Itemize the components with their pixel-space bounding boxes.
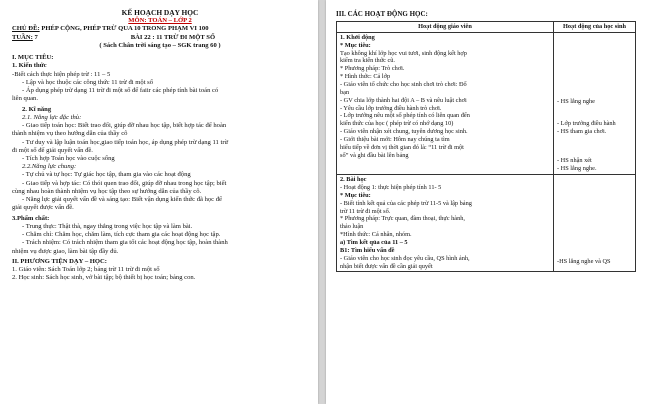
activities-table [336, 21, 636, 272]
subheading: 2.2.Năng lực chung: [22, 163, 77, 171]
lesson-source: ( Sách Chân trời sáng tạo – SGK trang 60 ) [99, 41, 221, 49]
text-line: - HS nhận xét [557, 157, 592, 165]
lesson-title: BÀI 22 : 11 TRỪ ĐI MỘT SỐ [130, 33, 216, 41]
week-lesson-row [12, 34, 308, 42]
student-cell [554, 175, 636, 272]
text-line: nhận biết được vấn đề cần giải quyết [340, 262, 433, 270]
plan-title: KẾ HOẠCH DẠY HỌC [121, 8, 199, 17]
text-line: 2. Học sinh: Sách học sinh, vở bài tập; bộ thiết bị học toán; bảng con. [12, 274, 196, 282]
topic-label: CHỦ ĐỀ: [12, 25, 40, 33]
text-line: kiến thức của học ( phép trừ có nhớ dạng 10) [340, 120, 454, 128]
text-line: * Mục tiêu: [340, 191, 371, 199]
text-line: - Tự chủ và tự học: Tự giác học tập, tham gia vào các hoạt động [22, 171, 191, 179]
text-line: - Trách nhiệm: Có trách nhiệm tham gia tốt các hoạt động học tập, hoàn thành [22, 239, 228, 247]
text-line: - Trung thực: Thật thà, ngay thẳng trong việc học tập và làm bài. [22, 222, 193, 230]
subheading: 3.Phẩm chất: [12, 214, 50, 222]
activities-section-title: III. CÁC HOẠT ĐỘNG HỌC: [336, 10, 428, 18]
table-row [337, 175, 636, 272]
teacher-cell [337, 32, 554, 174]
text-line: cùng nhau hoàn thành nhiệm vụ học tập theo sự hướng dẫn của thầy cô. [12, 187, 202, 195]
text-line: - Yêu cầu lớp trưởng điều hành trò chơi. [340, 104, 442, 112]
text-line: - Tư duy và lập luận toán học,giao tiếp toán học, áp dụng phép trừ dạng 11 trừ [22, 138, 229, 146]
text-line: *Hình thức: Cá nhân, nhóm. [340, 231, 412, 239]
text-line: hiểu tiếp về đơn vị thời gian đó là: “11 trừ đi một [340, 143, 464, 151]
text-line: a) Tìm kết qủa của 11 – 5 [340, 239, 408, 247]
subheading: 1. Kiến thức [12, 62, 47, 70]
text-line: - Năng lực giải quyết vấn đề và sáng tạo: Biết vận dụng kiến thức đã học để [22, 196, 222, 204]
text-line: - Hoạt động 1: thực hiện phép tính 11- 5 [340, 184, 442, 192]
text-line: - Tích hợp Toán học vào cuộc sống [22, 155, 115, 162]
text-line: kiểm tra kiến thức cũ. [340, 57, 395, 65]
text-line: liên quan. [12, 95, 39, 103]
right-page [326, 0, 650, 404]
text-line: bạn [340, 88, 350, 96]
section-heading: I. MỤC TIÊU: [12, 54, 54, 62]
text-line: - HS tham gia chơi. [557, 127, 607, 135]
week-number: 7 [34, 33, 38, 41]
text-line: * Phương pháp: Trò chơi. [340, 65, 405, 73]
text-line: - Biết tính kết quả của các phép trừ 11-5 và lập bảng [340, 199, 472, 207]
text-line: * Mục tiêu: [340, 41, 371, 49]
table-header-row [337, 22, 636, 33]
text-line: - Lập và học thuộc các công thức 11 trừ đi một số [22, 78, 154, 86]
text-line: thành nhiệm vụ theo hướng dẫn của thầy cô [12, 130, 128, 138]
text-line: 2. Bài học [340, 176, 367, 184]
topic-line [12, 25, 308, 33]
text-line: 1. Giáo viên: Sách Toán lớp 2; bảng trừ 11 trừ đi một số [12, 266, 160, 274]
text-line: giải quyết được vấn đề. [12, 204, 74, 212]
section-heading: II. PHƯƠNG TIỆN DẠY – HỌC: [12, 257, 108, 265]
text-line: thảo luận [340, 223, 364, 231]
table-row [337, 32, 636, 174]
text-line: - Lớp trưởng điều hành [557, 119, 616, 127]
subheading: 2.1. Năng lực đặc thù: [22, 113, 82, 121]
lesson-header [12, 8, 308, 50]
text-line: số” và ghi đầu bài lên bảng [340, 151, 409, 159]
text-line: -Biết cách thực hiện phép trừ : 11 – 5 [12, 70, 111, 78]
text-line: - Giáo viên nhận xét chung, tuyên dương học sinh. [340, 128, 468, 136]
text-line: - Áp dụng phép trừ dạng 11 trừ đi một số để faiir các phép tính bài toán có [22, 87, 219, 95]
text-line: nhiệm vụ được giao, làm bài tập đầy đủ. [12, 247, 119, 255]
text-line: B1: Tìm hiểu vấn đề [340, 246, 395, 254]
left-page [0, 0, 318, 404]
student-cell [554, 32, 636, 174]
text-line: - Giao tiếp toán học: Biết trao đổi, giúp đỡ nhau học tập, biết hợp tác để hoàn [22, 122, 227, 130]
text-line: - Giới thiệu bài mới: Hôm nay chúng ta tìm [340, 136, 450, 144]
text-line: - Giáo viên tổ chức cho học sinh chơi trò chơi: Đố [340, 81, 467, 89]
text-line: 1. Khởi động [340, 33, 375, 41]
text-line: - Giao tiếp và hợp tác: Có thói quen trao đổi, giúp đỡ nhau trong học tập; biết [22, 179, 227, 187]
topic-text: PHÉP CỘNG, PHÉP TRỪ QUA 10 TRONG PHẠM VI 100 [41, 25, 209, 33]
column-header-student: Hoạt động của học sinh [554, 22, 636, 33]
subheading: 2. Kĩ năng [22, 105, 52, 113]
text-line: - HS lắng nghe. [557, 165, 597, 173]
text-line: Tạo không khí lớp học vui tươi, sinh động kết hợp [340, 49, 467, 57]
text-line: đi một số để giải quyết vấn đề. [12, 146, 93, 154]
text-line: - Giáo viên cho học sinh đọc yêu cầu, QS hình ảnh, [340, 254, 470, 262]
text-line: * Hình thức: Cả lớp [340, 73, 391, 81]
text-line: - GV chia lớp thành hai đội A – B và nêu luật chơi [340, 96, 467, 104]
objectives-body [12, 54, 308, 282]
text-line: -HS lắng nghe và QS [557, 258, 611, 266]
text-line: * Phương pháp: Trực quan, đàm thoại, thực hành, [340, 215, 465, 223]
column-header-teacher: Hoạt động giáo viên [337, 22, 554, 33]
text-line: - Chăm chỉ: Chăm học, chăm làm, tích cực tham gia các hoạt động học tập. [22, 231, 221, 239]
text-line: trừ 11 trừ đi một số. [340, 207, 391, 215]
text-line: - Lớp trưởng nêu một số phép tính có liên quan đến [340, 112, 470, 120]
teacher-cell [337, 175, 554, 272]
subject-line: MÔN: TOÁN – LỚP 2 [128, 17, 192, 25]
week-label: TUẦN: [12, 33, 33, 41]
text-line: - HS lắng nghe [557, 97, 595, 105]
